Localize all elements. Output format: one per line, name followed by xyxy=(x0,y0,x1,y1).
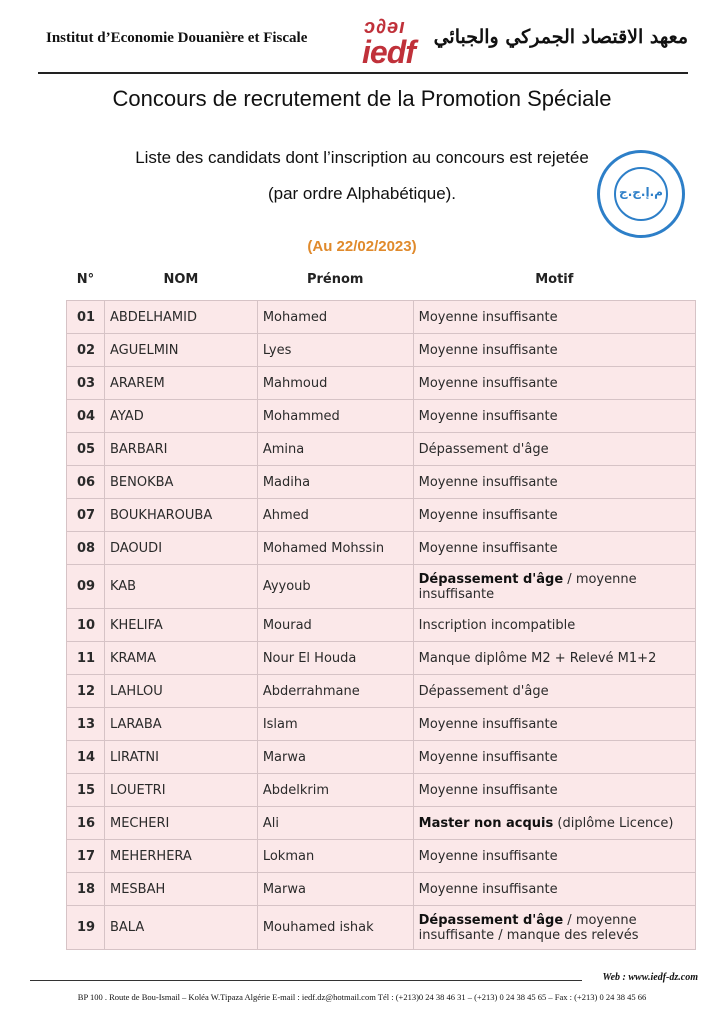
cell-nom: ARAREM xyxy=(104,367,257,400)
stamp-initials: م.إ.ج.ج xyxy=(619,185,663,199)
cell-nom: KAB xyxy=(104,565,257,609)
motif-text: Manque diplôme M2 + Relevé M1+2 xyxy=(418,650,657,666)
cell-no: 18 xyxy=(67,873,105,906)
cell-no: 04 xyxy=(67,400,105,433)
page-title: Concours de recrutement de la Promotion Spéciale xyxy=(112,86,612,111)
table-row xyxy=(67,807,696,840)
cell-nom: MEHERHERA xyxy=(104,840,257,873)
motif-text: Moyenne insuffisante xyxy=(418,782,558,798)
table-row xyxy=(67,433,696,466)
cell-motif xyxy=(413,906,695,950)
cell-nom: BALA xyxy=(104,906,257,950)
cell-prenom: Mohamed Mohssin xyxy=(257,532,413,565)
cell-motif xyxy=(413,499,695,532)
motif-text: Dépassement d'âge xyxy=(418,441,549,457)
motif-text: Moyenne insuffisante xyxy=(418,474,558,490)
cell-prenom: Abdelkrim xyxy=(257,774,413,807)
cell-prenom: Nour El Houda xyxy=(257,642,413,675)
cell-motif xyxy=(413,400,695,433)
cell-no: 06 xyxy=(67,466,105,499)
cell-nom: LARABA xyxy=(104,708,257,741)
motif-text: Moyenne insuffisante xyxy=(418,749,558,765)
cell-motif xyxy=(413,774,695,807)
table-row xyxy=(67,741,696,774)
cell-prenom: Madiha xyxy=(257,466,413,499)
table-row xyxy=(67,609,696,642)
cell-nom: BENOKBA xyxy=(104,466,257,499)
cell-no: 14 xyxy=(67,741,105,774)
cell-nom: MESBAH xyxy=(104,873,257,906)
header-divider xyxy=(38,72,688,74)
footer-address: BP 100 . Route de Bou-Ismail – Koléa W.Tipaza Algérie E-mail : iedf.dz@hotmail.com Tél : (+213)0 24 38 46 31 – (+213) 0 24 38 45 65 – Fax : (+213) 0 24 38 45 66 xyxy=(77,992,647,1002)
motif-text: Moyenne insuffisante xyxy=(418,408,558,424)
table-row xyxy=(67,565,696,609)
cell-no: 03 xyxy=(67,367,105,400)
motif-text: Moyenne insuffisante xyxy=(418,716,558,732)
rejected-candidates-table xyxy=(66,262,696,950)
table-row xyxy=(67,301,696,334)
cell-nom: AYAD xyxy=(104,400,257,433)
cell-nom: KRAMA xyxy=(104,642,257,675)
header-motif: Motif xyxy=(413,262,695,296)
cell-prenom: Mouhamed ishak xyxy=(257,906,413,950)
cell-prenom: Marwa xyxy=(257,873,413,906)
cell-nom: BARBARI xyxy=(104,433,257,466)
cell-prenom: Ahmed xyxy=(257,499,413,532)
footer-website: Web : www.iedf-dz.com xyxy=(602,972,698,983)
motif-text: Moyenne insuffisante xyxy=(418,375,558,391)
table-row xyxy=(67,774,696,807)
table-row xyxy=(67,400,696,433)
cell-prenom: Islam xyxy=(257,708,413,741)
cell-no: 11 xyxy=(67,642,105,675)
motif-text: (diplôme Licence) xyxy=(553,815,674,831)
cell-prenom: Mourad xyxy=(257,609,413,642)
subtitle-line-1: Liste des candidats dont l’inscription au concours est rejetée xyxy=(135,148,589,167)
subtitle-line-2: (par ordre Alphabétique). xyxy=(267,184,457,203)
cell-nom: LAHLOU xyxy=(104,675,257,708)
header-prenom: Prénom xyxy=(257,262,413,296)
cell-motif xyxy=(413,642,695,675)
cell-prenom: Lokman xyxy=(257,840,413,873)
table-row xyxy=(67,708,696,741)
motif-text: Moyenne insuffisante xyxy=(418,881,558,897)
cell-nom: LOUETRI xyxy=(104,774,257,807)
cell-prenom: Mohamed xyxy=(257,301,413,334)
cell-motif xyxy=(413,873,695,906)
cell-no: 09 xyxy=(67,565,105,609)
cell-no: 05 xyxy=(67,433,105,466)
table-row xyxy=(67,675,696,708)
table-row xyxy=(67,873,696,906)
motif-text: / moyenne insuffisante / manque des relevés xyxy=(418,912,639,943)
official-stamp xyxy=(597,150,685,238)
table-row xyxy=(67,499,696,532)
table-row xyxy=(67,466,696,499)
logo-main-text: iedf xyxy=(362,34,415,70)
cell-no: 17 xyxy=(67,840,105,873)
cell-nom: ABDELHAMID xyxy=(104,301,257,334)
cell-prenom: Mahmoud xyxy=(257,367,413,400)
cell-no: 13 xyxy=(67,708,105,741)
iedf-logo xyxy=(360,14,422,70)
cell-motif xyxy=(413,367,695,400)
cell-nom: AGUELMIN xyxy=(104,334,257,367)
cell-motif xyxy=(413,466,695,499)
list-date: (Au 22/02/2023) xyxy=(307,238,417,255)
motif-emphasis: Dépassement d'âge xyxy=(418,571,564,587)
motif-text: Moyenne insuffisante xyxy=(418,309,558,325)
institute-name-fr: Institut d’Economie Douanière et Fiscale xyxy=(46,30,308,46)
cell-nom: LIRATNI xyxy=(104,741,257,774)
cell-no: 16 xyxy=(67,807,105,840)
cell-no: 12 xyxy=(67,675,105,708)
motif-text: Inscription incompatible xyxy=(418,617,576,633)
motif-text: Dépassement d'âge xyxy=(418,683,549,699)
table-row xyxy=(67,532,696,565)
cell-motif xyxy=(413,675,695,708)
cell-nom: BOUKHAROUBA xyxy=(104,499,257,532)
cell-motif xyxy=(413,433,695,466)
motif-text: Moyenne insuffisante xyxy=(418,342,558,358)
cell-motif xyxy=(413,807,695,840)
cell-prenom: Ayyoub xyxy=(257,565,413,609)
motif-text: Moyenne insuffisante xyxy=(418,848,558,864)
cell-prenom: Amina xyxy=(257,433,413,466)
motif-emphasis: Master non acquis xyxy=(418,815,554,831)
cell-motif xyxy=(413,708,695,741)
motif-text: Moyenne insuffisante xyxy=(418,540,558,556)
cell-no: 02 xyxy=(67,334,105,367)
cell-no: 07 xyxy=(67,499,105,532)
cell-prenom: Ali xyxy=(257,807,413,840)
cell-motif xyxy=(413,301,695,334)
table-row xyxy=(67,642,696,675)
cell-nom: DAOUDI xyxy=(104,532,257,565)
cell-motif xyxy=(413,532,695,565)
cell-no: 15 xyxy=(67,774,105,807)
logo-top-text: ɔ∂ǝı xyxy=(364,16,406,38)
cell-motif xyxy=(413,565,695,609)
cell-motif xyxy=(413,840,695,873)
cell-prenom: Lyes xyxy=(257,334,413,367)
cell-prenom: Marwa xyxy=(257,741,413,774)
footer-divider xyxy=(30,980,582,981)
cell-no: 01 xyxy=(67,301,105,334)
cell-nom: MECHERI xyxy=(104,807,257,840)
table-row xyxy=(67,906,696,950)
cell-no: 10 xyxy=(67,609,105,642)
header-no: N° xyxy=(67,262,105,296)
motif-text: / moyenne insuffisante xyxy=(418,571,637,602)
institute-name-ar: معهد الاقتصاد الجمركي والجبائي xyxy=(433,26,688,48)
table-row xyxy=(67,840,696,873)
table-header-row xyxy=(67,262,696,296)
document-header xyxy=(0,0,724,80)
cell-no: 08 xyxy=(67,532,105,565)
cell-nom: KHELIFA xyxy=(104,609,257,642)
header-nom: NOM xyxy=(104,262,257,296)
cell-motif xyxy=(413,334,695,367)
cell-motif xyxy=(413,609,695,642)
cell-no: 19 xyxy=(67,906,105,950)
cell-prenom: Abderrahmane xyxy=(257,675,413,708)
cell-motif xyxy=(413,741,695,774)
motif-emphasis: Dépassement d'âge xyxy=(418,912,564,928)
table-row xyxy=(67,334,696,367)
table-row xyxy=(67,367,696,400)
motif-text: Moyenne insuffisante xyxy=(418,507,558,523)
cell-prenom: Mohammed xyxy=(257,400,413,433)
